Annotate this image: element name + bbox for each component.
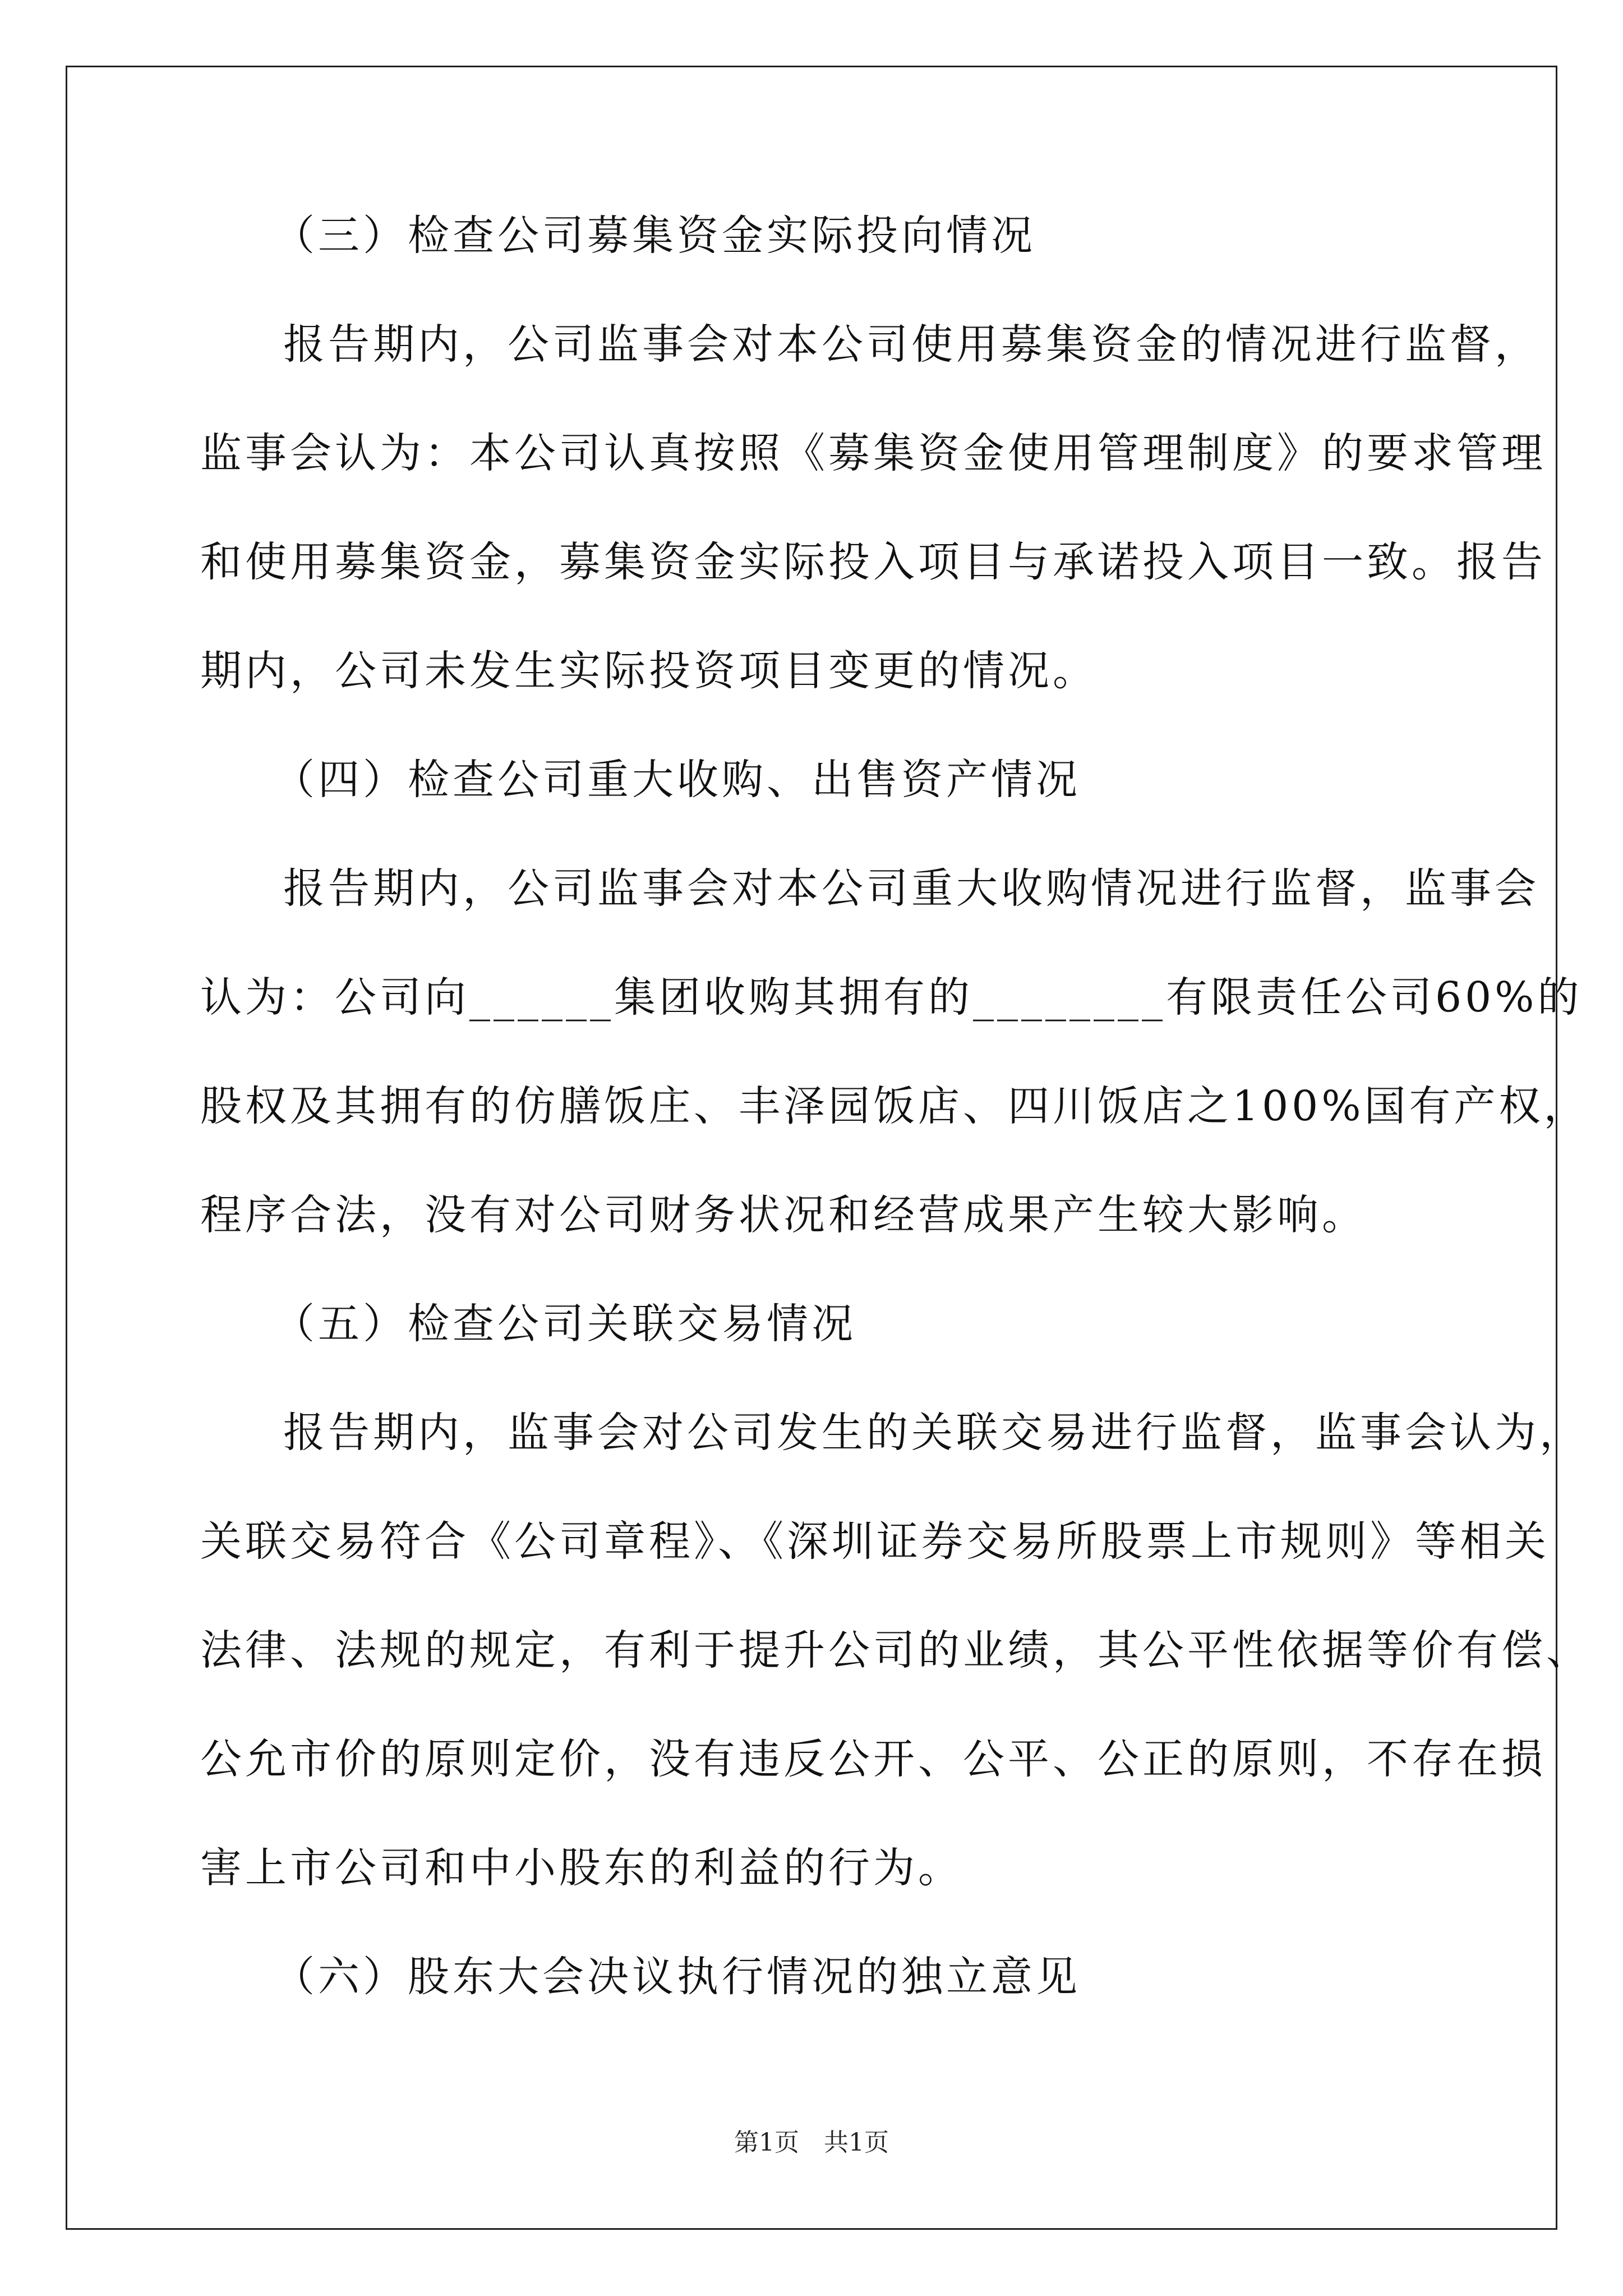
section-heading: （三）检查公司募集资金实际投向情况 — [273, 211, 1036, 260]
section-heading: （五）检查公司关联交易情况 — [273, 1300, 856, 1348]
paragraph-line: 报告期内，公司监事会对本公司使用募集资金的情况进行监督， — [283, 320, 1539, 369]
section-heading: （六）股东大会决议执行情况的独立意见 — [273, 1953, 1081, 2001]
paragraph-line: 关联交易符合《公司章程》、《深圳证券交易所股票上市规则》等相关 — [200, 1517, 1550, 1566]
paragraph-line: 和使用募集资金，募集资金实际投入项目与承诺投入项目一致。报告 — [200, 538, 1546, 586]
paragraph-line: 报告期内，公司监事会对本公司重大收购情况进行监督，监事会 — [283, 864, 1539, 913]
document-body — [200, 208, 1591, 2058]
paragraph-line: 程序合法，没有对公司财务状况和经营成果产生较大影响。 — [200, 1191, 1367, 1239]
paragraph-line: 期内，公司未发生实际投资项目变更的情况。 — [200, 647, 1098, 695]
section-heading: （四）检查公司重大收购、出售资产情况 — [273, 756, 1081, 804]
paragraph-line: 害上市公司和中小股东的利益的行为。 — [200, 1844, 963, 1892]
paragraph-line: 股权及其拥有的仿膳饭庄、丰泽园饭店、四川饭店之100%国有产权， — [200, 1082, 1589, 1130]
page-footer: 第1页 共1页 — [734, 2128, 889, 2157]
paragraph-line: 公允市价的原则定价，没有违反公开、公平、公正的原则，不存在损 — [200, 1735, 1546, 1783]
paragraph-line: 法律、法规的规定，有利于提升公司的业绩，其公平性依据等价有偿、 — [200, 1626, 1591, 1674]
paragraph-line: 监事会认为：本公司认真按照《募集资金使用管理制度》的要求管理 — [200, 429, 1546, 477]
paragraph-line: 认为：公司向______集团收购其拥有的________有限责任公司60%的 — [200, 973, 1583, 1022]
paragraph-line: 报告期内，监事会对公司发生的关联交易进行监督，监事会认为， — [283, 1409, 1584, 1457]
